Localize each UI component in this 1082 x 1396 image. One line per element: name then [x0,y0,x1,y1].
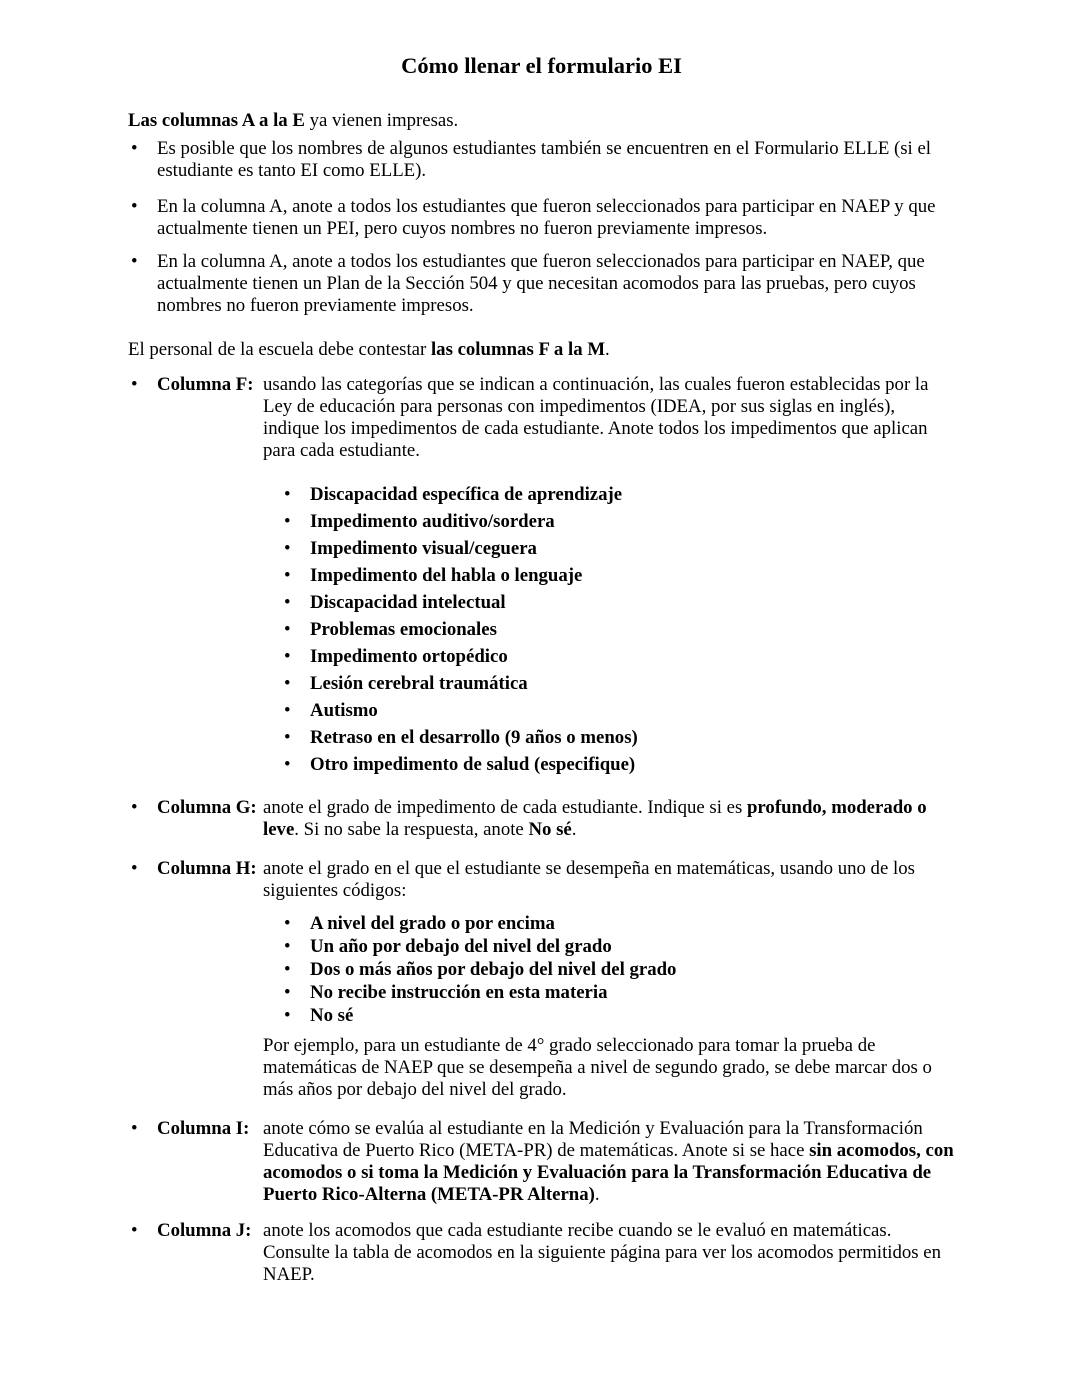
impairment-item-text: Retraso en el desarrollo (9 años o menos) [310,727,638,748]
staff-note-paragraph [128,339,955,361]
bullet-icon: • [284,700,291,721]
impairment-item [263,565,955,587]
impairment-item-text: Otro impedimento de salud (especifique) [310,754,636,775]
impairment-item-text: Impedimento visual/ceguera [310,538,537,559]
performance-level-text: No sé [310,1005,354,1026]
bullet-icon: • [131,1118,138,1139]
bullet-icon: • [131,1220,138,1241]
bullet-icon: • [284,646,291,667]
bullet-icon: • [284,982,291,1003]
top-bullet-elle [128,138,955,182]
bullet-icon: • [284,511,291,532]
example-paragraph: Por ejemplo, para un estudiante de 4° grado seleccionado para tomar la prueba de matemáticas de NAEP que se desempeña a nivel de segundo grado, se debe marcar dos o más años por debajo del nivel del grado. [263,1035,932,1100]
impairment-item [263,592,955,614]
top-bullet-504 [128,251,955,317]
column-g-label: Columna G: [157,797,257,818]
bullet-icon: • [284,538,291,559]
impairment-item [263,673,955,695]
impairment-item-text: Discapacidad específica de aprendizaje [310,484,623,505]
top-bullet-pei [128,196,955,240]
performance-level-item [263,1005,955,1027]
column-g-run: anote el grado de impedimento de cada estudiante. Indique si es [263,797,747,818]
impairment-item-text: Problemas emocionales [310,619,497,640]
top-bullet-504-text: En la columna A, anote a todos los estudiantes que fueron seleccionados para participar en NAEP, que actualmente tienen un Plan de la Sección 504 y que necesitan acomodos para las pruebas, pero cuyos nombres no fueron previamente impresos. [157,251,925,316]
staff-note-post: . [605,339,610,360]
bullet-icon: • [284,913,291,934]
column-g-run-bold: No sé [528,819,572,840]
performance-level-text: No recibe instrucción en esta materia [310,982,608,1003]
bullet-icon: • [284,565,291,586]
column-h-row [128,858,955,902]
column-i-description [263,1118,955,1206]
impairment-item [263,754,955,776]
column-h-label: Columna H: [157,858,257,879]
impairment-item [263,700,955,722]
page-title: Cómo llenar el formulario EI [401,53,682,78]
impairment-item [263,538,955,560]
intro-rest-text: ya vienen impresas. [304,110,459,131]
bullet-icon: • [131,797,138,818]
column-i-run: anote cómo se evalúa al estudiante en la Medición y Evaluación para la Transformación Educativa de Puerto Rico (META-PR) de matemáticas. Anote si se hace [263,1118,923,1161]
column-f-label: Columna F: [157,374,254,395]
performance-level-item [263,959,955,981]
impairment-item [263,646,955,668]
bullet-icon: • [131,196,138,217]
impairment-item-text: Autismo [310,700,378,721]
column-i-run: . [594,1184,600,1205]
column-j-description: anote los acomodos que cada estudiante recibe cuando se le evaluó en matemáticas. Consulte la tabla de acomodos en la siguiente página para ver los acomodos permitidos en NAEP. [263,1220,942,1285]
intro-paragraph [128,110,955,132]
staff-note-bold: las columnas F a la M [430,339,606,360]
impairment-item-text: Impedimento auditivo/sordera [310,511,555,532]
impairment-item-text: Impedimento del habla o lenguaje [310,565,583,586]
impairment-item-text: Discapacidad intelectual [310,592,506,613]
top-bullet-elle-text: Es posible que los nombres de algunos estudiantes también se encuentren en el Formulario ELLE (si el estudiante es tanto EI como ELLE). [157,138,932,181]
bullet-icon: • [131,251,138,272]
column-g-run-bold: profundo, moderado o leve [263,797,927,840]
bullet-icon: • [284,484,291,505]
bullet-icon: • [284,592,291,613]
impairment-item [263,484,955,506]
impairment-item [263,727,955,749]
column-g-run: . Si no sabe la respuesta, anote [294,819,529,840]
column-i-row [128,1118,955,1206]
column-i-run-bold: sin acomodos, con acomodos o si toma la Medición y Evaluación para la Transformación Educativa de Puerto Rico-Alterna (META-PR Alterna) [263,1140,954,1205]
impairment-list [263,484,955,776]
bullet-icon: • [284,1005,291,1026]
column-g-run: . [571,819,577,840]
column-g-description [263,797,955,841]
performance-level-list [263,913,955,1027]
performance-level-item [263,982,955,1004]
bullet-icon: • [131,374,138,395]
performance-level-text: A nivel del grado o por encima [310,913,555,934]
bullet-icon: • [284,727,291,748]
bullet-icon: • [284,619,291,640]
column-g-row [128,797,955,841]
top-bullet-pei-text: En la columna A, anote a todos los estudiantes que fueron seleccionados para participar en NAEP y que actualmente tienen un PEI, pero cuyos nombres no fueron previamente impresos. [157,196,936,239]
impairment-item-text: Lesión cerebral traumática [310,673,528,694]
column-f-row [128,374,955,462]
bullet-icon: • [284,754,291,775]
column-h-description: anote el grado en el que el estudiante se desempeña en matemáticas, usando uno de los siguientes códigos: [263,858,915,901]
bullet-icon: • [131,858,138,879]
column-f-description: usando las categorías que se indican a continuación, las cuales fueron establecidas por la Ley de educación para personas con impedimentos (IDEA, por sus siglas en inglés), indique los impedimentos de cada estudiante. Anote todos los impedimentos que aplican para cada estudiante. [263,374,929,461]
performance-level-text: Dos o más años por debajo del nivel del grado [310,959,677,980]
bullet-icon: • [131,138,138,159]
staff-note-pre: El personal de la escuela debe contestar [128,339,431,360]
performance-level-text: Un año por debajo del nivel del grado [310,936,612,957]
performance-level-item [263,936,955,958]
intro-bold-text: Las columnas A a la E [128,110,305,131]
bullet-icon: • [284,959,291,980]
impairment-item [263,619,955,641]
bullet-icon: • [284,936,291,957]
column-i-label: Columna I: [157,1118,250,1139]
impairment-item [263,511,955,533]
bullet-icon: • [284,673,291,694]
column-j-row [128,1220,955,1286]
impairment-item-text: Impedimento ortopédico [310,646,508,667]
performance-level-item [263,913,955,935]
column-j-label: Columna J: [157,1220,252,1241]
